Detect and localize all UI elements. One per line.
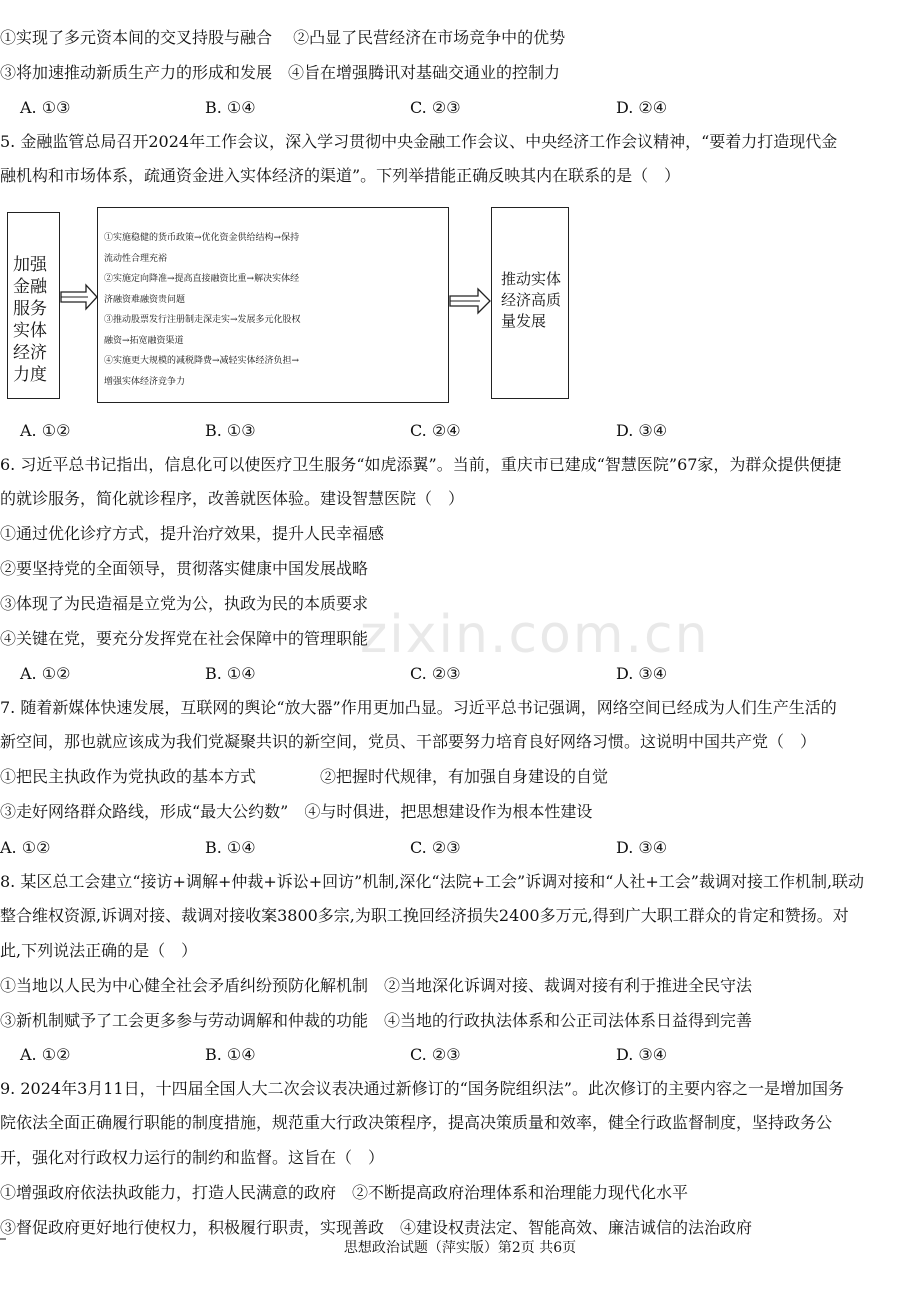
diagram-middle-line: 济融资难融资贵问题 (104, 294, 186, 305)
diagram-middle-line: ④实施更大规模的减税降费→减轻实体经济负担→ (104, 356, 300, 366)
option-a: A. ①② (20, 1045, 71, 1064)
q8-stem-line-1: 8. 某区总工会建立“接访+调解+仲裁+诉讼+回访”机制,深化“法院+工会”诉调对接和“人社+工会”裁调对接工作机制,联动 (0, 872, 865, 891)
option-b: B. ①④ (205, 838, 256, 857)
q7-stem-line-1: 7. 随着新媒体快速发展，互联网的舆论“放大器”作用更加凸显。习近平总书记强调，网络空间已经成为人们生产生活的 (0, 698, 837, 717)
q9-stem-line-3: 开，强化对行政权力运行的制约和监督。这旨在（ ） (0, 1148, 385, 1167)
option-a: A. ①③ (20, 98, 71, 117)
diagram-arrow-2-icon (449, 284, 492, 318)
option-b: B. ①④ (205, 1045, 256, 1064)
q4-statements-3-4: ③将加速推动新质生产力的形成和发展 ④旨在增强腾讯对基础交通业的控制力 (0, 63, 561, 82)
q8-stem-line-3: 此,下列说法正确的是（ ） (0, 941, 198, 960)
option-c: C. ②③ (410, 664, 461, 683)
q8-statements-1-2: ①当地以人民为中心健全社会矛盾纠纷预防化解机制 ②当地深化诉调对接、裁调对接有利于推进全民守法 (0, 976, 753, 995)
diagram-left-box: 加强金融服务实体经济力度 (7, 212, 60, 399)
option-b: B. ①④ (205, 98, 256, 117)
option-c: C. ②③ (410, 98, 461, 117)
option-b: B. ①④ (205, 664, 256, 683)
option-c: C. ②④ (410, 421, 461, 440)
q6-stem-line-2: 的就诊服务，简化就诊程序，改善就医体验。建设智慧医院（ ） (0, 489, 465, 508)
diagram-middle-line: ①实施稳健的货币政策→优化资金供给结构→保持 (104, 233, 300, 243)
q9-statements-1-2: ①增强政府依法执政能力，打造人民满意的政府 ②不断提高政府治理体系和治理能力现代化水平 (0, 1183, 689, 1202)
option-d: D. ③④ (616, 421, 668, 440)
q5-options (0, 421, 920, 441)
watermark: zixin.com.cn (360, 605, 710, 665)
option-d: D. ②④ (616, 98, 668, 117)
option-b: B. ①③ (205, 421, 256, 440)
diagram-middle-line: 流动性合理充裕 (104, 253, 168, 264)
q9-stem-line-1: 9. 2024年3月11日，十四届全国人大二次会议表决通过新修订的“国务院组织法”。此次修订的主要内容之一是增加国务 (0, 1079, 844, 1098)
q7-options (0, 838, 920, 858)
q6-stem-line-1: 6. 习近平总书记指出，信息化可以使医疗卫生服务“如虎添翼”。当前，重庆市已建成“智慧医院”67家，为群众提供便捷 (0, 455, 842, 474)
option-d: D. ③④ (616, 1045, 668, 1064)
option-a: A. ①② (20, 664, 71, 683)
diagram-arrow-1-icon (60, 280, 100, 314)
q5-stem-line-1: 5. 金融监管总局召开2024年工作会议，深入学习贯彻中央金融工作会议、中央经济工作会议精神，“要着力打造现代金 (0, 132, 838, 151)
option-a: A. ①② (20, 421, 71, 440)
q9-stem-line-2: 院依法全面正确履行职能的制度措施，规范重大行政决策程序，提高决策质量和效率，健全行政监督制度，坚持政务公 (0, 1113, 833, 1132)
q6-statement-2: ②要坚持党的全面领导，贯彻落实健康中国发展战略 (0, 559, 369, 578)
q9-statements-3-4: ③督促政府更好地行使权力，积极履行职责，实现善政 ④建设权责法定、智能高效、廉洁诚信的法治政府 (0, 1218, 753, 1237)
q7-statements-3-4: ③走好网络群众路线，形成“最大公约数” ④与时俱进，把思想建设作为根本性建设 (0, 802, 593, 821)
option-d: D. ③④ (616, 664, 668, 683)
q7-stem-line-2: 新空间，那也就应该成为我们党凝聚共识的新空间，党员、干部要努力培育良好网络习惯。这说明中国共产党（ ） (0, 732, 817, 751)
diagram-middle-line: 融资→拓宽融资渠道 (104, 335, 184, 346)
option-a: A. ①② (0, 838, 51, 857)
diagram-middle-box (97, 207, 449, 403)
q7-statements-1-2: ①把民主执政作为党执政的基本方式 ②把握时代规律，有加强自身建设的自觉 (0, 767, 609, 786)
q8-stem-line-2: 整合维权资源,诉调对接、裁调对接收案3800多宗,为职工挽回经济损失2400多万元,得到广大职工群众的肯定和赞扬。对 (0, 906, 849, 925)
q6-statement-4: ④关键在党，要充分发挥党在社会保障中的管理职能 (0, 629, 369, 648)
q6-statement-1: ①通过优化诊疗方式，提升治疗效果，提升人民幸福感 (0, 524, 385, 543)
q6-options (0, 664, 920, 684)
diagram-right-box: 推动实体经济高质量发展 (491, 207, 569, 399)
page-footer: 思想政治试题（萍实版）第2页 共6页 (343, 1240, 577, 1256)
q4-options (0, 98, 920, 118)
q6-statement-3: ③体现了为民造福是立党为公，执政为民的本质要求 (0, 594, 369, 613)
option-d: D. ③④ (616, 838, 668, 857)
q8-statements-3-4: ③新机制赋予了工会更多参与劳动调解和仲裁的功能 ④当地的行政执法体系和公正司法体系日益得到完善 (0, 1011, 753, 1030)
option-c: C. ②③ (410, 838, 461, 857)
q4-statements-1-2: ①实现了多元资本间的交叉持股与融合 ②凸显了民营经济在市场竞争中的优势 (0, 28, 566, 47)
q8-options (0, 1045, 920, 1065)
option-c: C. ②③ (410, 1045, 461, 1064)
diagram-middle-line: ②实施定向降准→提高直接融资比重→解决实体经 (104, 274, 300, 284)
diagram-middle-line: 增强实体经济竞争力 (104, 376, 186, 387)
diagram-middle-line: ③推动股票发行注册制走深走实→发展多元化股权 (104, 315, 301, 325)
q5-stem-line-2: 融机构和市场体系，疏通资金进入实体经济的渠道”。下列举措能正确反映其内在联系的是（ ） (0, 166, 681, 185)
